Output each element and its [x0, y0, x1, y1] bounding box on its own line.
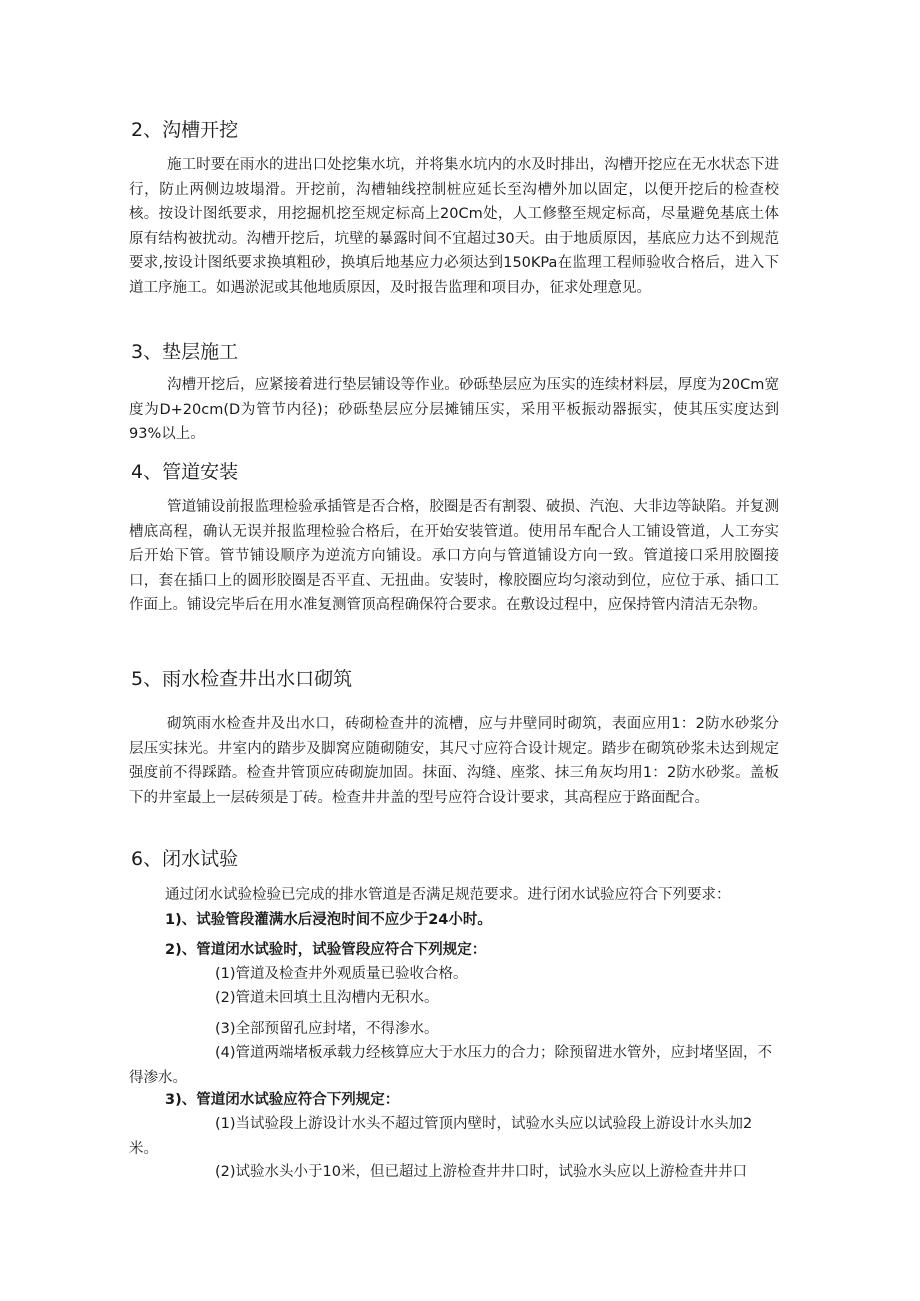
section-paragraph-trench-excavation: 施工时要在雨水的进出口处挖集水坑，并将集水坑内的水及时排出，沟槽开挖应在无水状态下进行，防止两侧边坡塌滑。开挖前，沟槽轴线控制桩应延长至沟槽外加以固定，以便开挖后的检查校核。按设计图纸要求，用挖掘机挖至规定标高上20Cm处，人工修整至规定标高，尽量避免基底土体原有结构被扰动。沟槽开挖后，坑壁的暴露时间不宜超过30天。由于地质原因，基底应力达不到规范要求,按设计图纸要求换填粗砂，换填后地基应力必须达到150KPa在监理工程师验收合格后，进入下道工序施工。如遇淤泥或其他地质原因，及时报告监理和项目办，征求处理意见。 [129, 157, 779, 296]
requirement-item-2-sub-4: (4)管道两端堵板承载力经核算应大于水压力的合力；除预留进水管外，应封堵坚固，不得渗水。 [129, 1045, 773, 1086]
section-heading-pipe-installation: 4、管道安装 [131, 461, 239, 483]
section-paragraph-pipe-installation: 管道铺设前报监理检验承插管是否合格，胶圈是否有割裂、破损、汽泡、大非边等缺陷。并复测槽底高程，确认无误并报监理检验合格后，在开始安装管道。使用吊车配合人工铺设管道，人工夯实后开始下管。管节铺设顺序为逆流方向铺设。承口方向与管道铺设方向一致。管道接口采用胶圈接口，套在插口上的圆形胶圈是否平直、无扭曲。安装时，橡胶圈应均匀滚动到位，应位于承、插口工作面上。铺设完毕后在用水准复测管顶高程确保符合要求。在敷设过程中，应保持管内清洁无杂物。 [129, 499, 779, 613]
requirement-item-2-sub-2: (2)管道未回填土且沟槽内无积水。 [215, 990, 439, 1006]
requirement-item-3-sub-1: (1)当试验段上游设计水头不超过管顶内壁时，试验水头应以试验段上游设计水头加2米。 [129, 1116, 753, 1157]
requirement-item-2-sub-3: (3)全部预留孔应封堵，不得渗水。 [215, 1021, 439, 1037]
section-heading-cushion-layer: 3、垫层施工 [131, 341, 239, 363]
section-paragraph-inspection-well: 砌筑雨水检查井及出水口，砖砌检查井的流槽，应与井壁同时砌筑，表面应用1：2防水砂浆分层压实抹光。井室内的踏步及脚窝应随砌随安，其尺寸应符合设计规定。踏步在砌筑砂浆未达到规定强度前不得踩踏。检查井管顶应砖砌旋加固。抹面、沟缝、座浆、抹三角灰均用1：2防水砂浆。盖板下的井室最上一层砖须是丁砖。检查井井盖的型号应符合设计要求，其高程应于路面配合。 [129, 716, 779, 806]
closed-water-test-intro: 通过闭水试验检验已完成的排水管道是否满足规范要求。进行闭水试验应符合下列要求： [165, 887, 731, 903]
section-heading-inspection-well: 5、雨水检查井出水口砌筑 [131, 668, 353, 690]
section-heading-closed-water-test: 6、闭水试验 [131, 848, 239, 870]
section-paragraph-cushion-layer: 沟槽开挖后，应紧接着进行垫层铺设等作业。砂砾垫层应为压实的连续材料层，厚度为20Cm宽度为D+20cm(D为管节内径)；砂砾垫层应分层摊铺压实，采用平板振动器振实，使其压实度达到93%以上。 [129, 377, 779, 442]
requirement-item-2-sub-1: (1)管道及检查井外观质量已验收合格。 [215, 966, 468, 982]
requirement-item-1: 1)、试验管段灌满水后浸泡时间不应少于24小时。 [165, 912, 492, 928]
section-heading-trench-excavation: 2、沟槽开挖 [131, 119, 239, 141]
requirement-item-3-sub-2: (2)试验水头小于10米，但已超过上游检查井井口时，试验水头应以上游检查井井口 [215, 1164, 747, 1180]
requirement-item-3: 3)、管道闭水试验应符合下列规定： [165, 1092, 400, 1108]
requirement-item-2: 2)、管道闭水试验时，试验管段应符合下列规定： [165, 942, 487, 958]
